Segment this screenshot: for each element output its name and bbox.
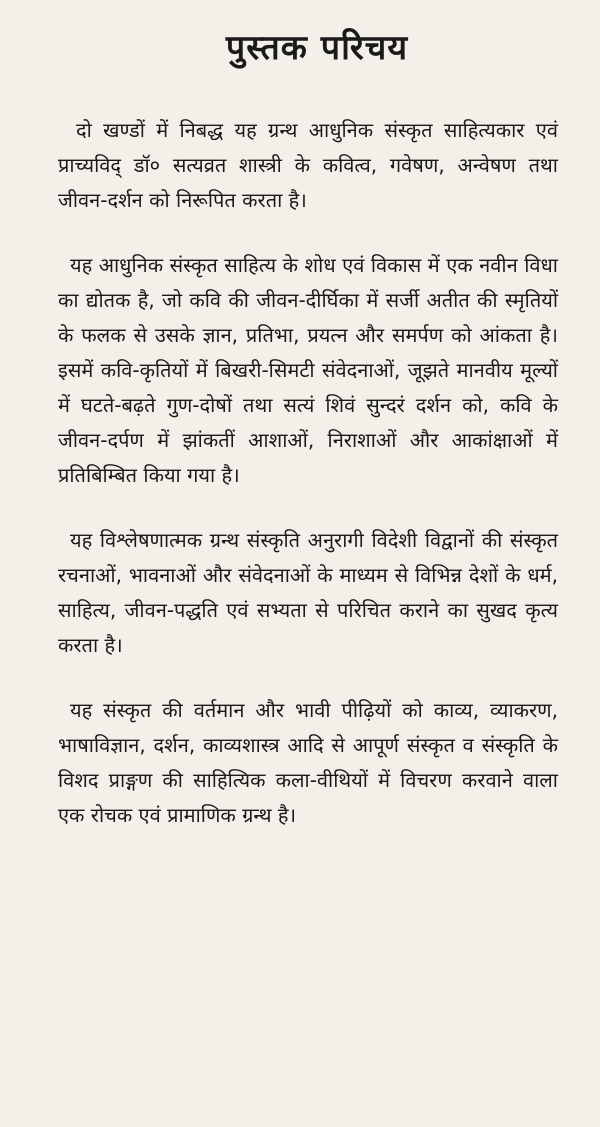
paragraph-4: यह संस्कृत की वर्तमान और भावी पीढ़ियों को काव्य, व्याकरण, भाषाविज्ञान, दर्शन, काव्यशास्त्र आदि से आपूर्ण संस्कृत व संस्कृति के विशद प्राङ्गण की साहित्यिक कला-वीथियों में विचरण करवाने वाला एक रोचक एवं प्रामाणिक ग्रन्थ है। xyxy=(58,697,558,827)
paragraph-3: यह विश्लेषणात्मक ग्रन्थ संस्कृति अनुरागी विदेशी विद्वानों की संस्कृत रचनाओं, भावनाओं और संवेदनाओं के माध्यम से विभिन्न देशों के धर्म, साहित्य, जीवन-पद्धति एवं सभ्यता से परिचित कराने का सुखद कृत्य करता है। xyxy=(58,527,558,657)
paragraph-1: दो खण्डों में निबद्ध यह ग्रन्थ आधुनिक संस्कृत साहित्यकार एवं प्राच्यविद् डॉ० सत्यव्रत शास्त्री के कवित्व, गवेषण, अन्वेषण तथा जीवन-दर्शन को निरूपित करता है। xyxy=(58,117,558,212)
page-title: पुस्तक परिचय xyxy=(225,28,409,68)
paragraph-2: यह आधुनिक संस्कृत साहित्य के शोध एवं विकास में एक नवीन विधा का द्योतक है, जो कवि की जीवन-दीर्घिका में सर्जी अतीत की स्मृतियों के फलक से उसके ज्ञान, प्रतिभा, प्रयत्न और समर्पण को आंकता है। इसमें कवि-कृतियों में बिखरी-सिमटी संवेदनाओं, जूझते मानवीय मूल्यों में घटते-बढ़ते गुण-दोषों तथा सत्यं शिवं सुन्दरं दर्शन को, कवि के जीवन-दर्पण में झांकतीं आशाओं, निराशाओं और आकांक्षाओं में प्रतिबिम्बित किया गया है। xyxy=(58,252,558,487)
